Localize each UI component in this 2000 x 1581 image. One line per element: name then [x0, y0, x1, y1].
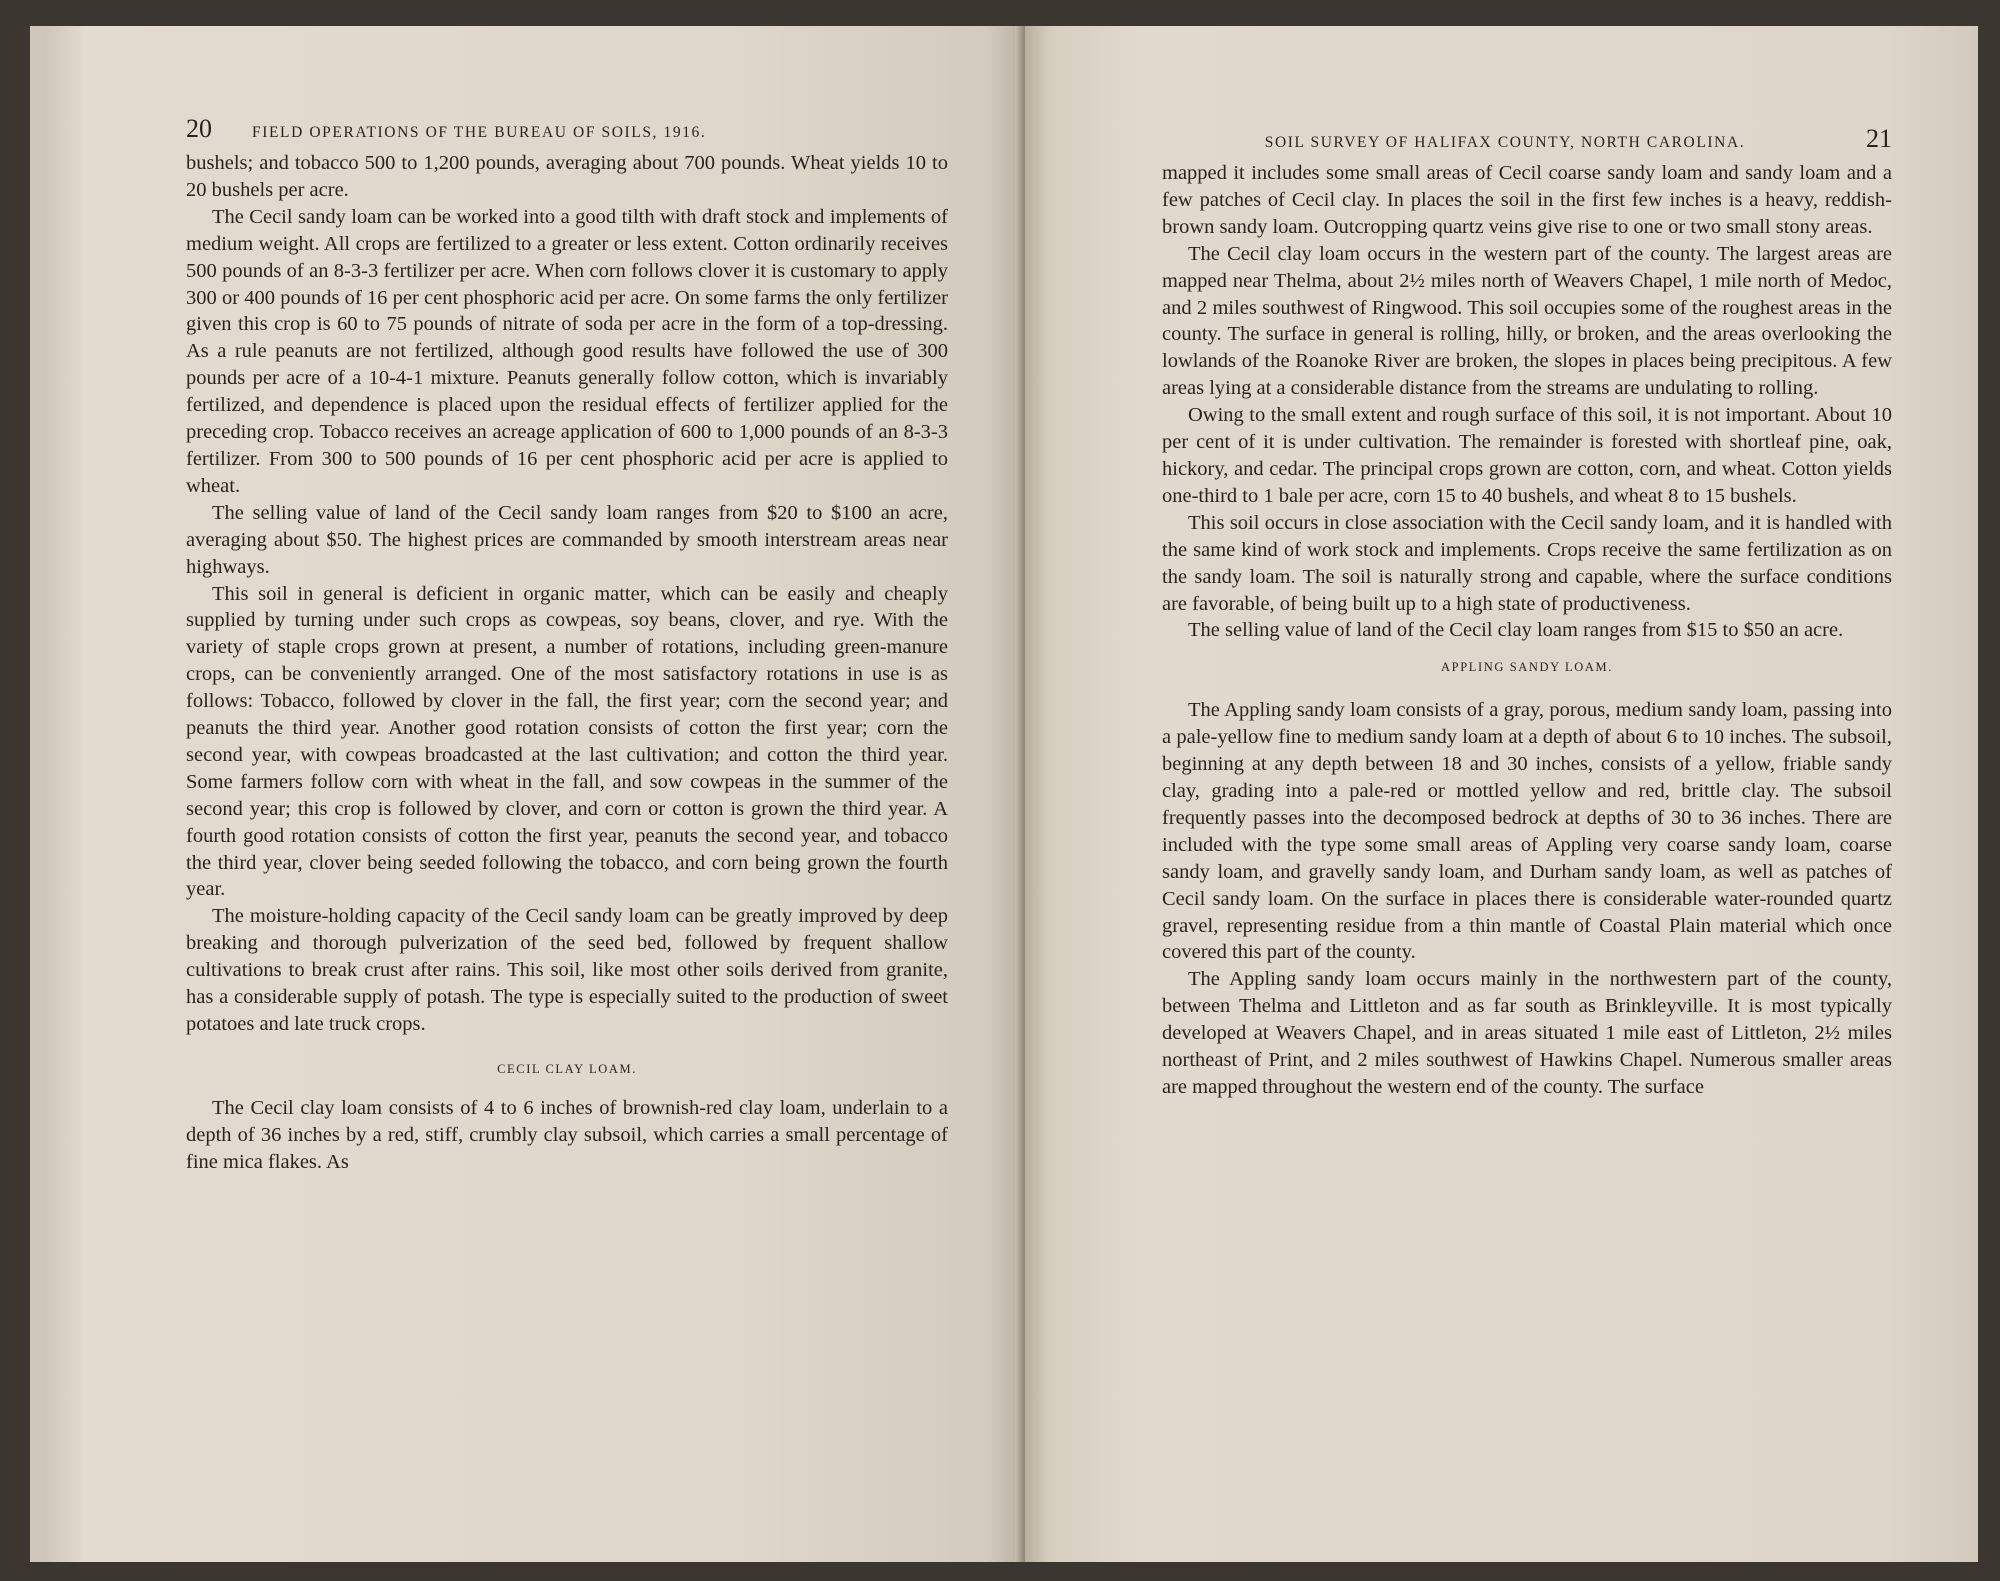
- open-book: [30, 26, 1978, 1562]
- left-page: [30, 26, 1025, 1562]
- page-number: 21: [1866, 124, 1892, 153]
- paragraph: This soil in general is deficient in organic matter, which can be easily and cheaply supplied by turning under such crops as cowpeas, soy beans, clover, and rye. With the variety of staple crops grown at present, a number of rotations, including green-manure crops, can be conveniently arranged. One of the most satisfactory rotations in use is as follows: Tobacco, followed by clover in the fall, the first year; corn the second year; and peanuts the third year. Another good rotation consists of cotton the first year; corn the second year, with cowpeas broadcasted at the last cultivation; and cotton the third year. Some farmers follow corn with wheat in the fall, and sow cowpeas in the summer of the second year; this crop is followed by clover, and corn or cotton is grown the third year. A fourth good rotation consists of cotton the first year, peanuts the second year, and tobacco the third year, clover being seeded following the tobacco, and corn being grown the fourth year.: [186, 582, 948, 901]
- section-heading: APPLING SANDY LOAM.: [1441, 660, 1613, 675]
- right-page-content: [1162, 124, 1892, 1101]
- paragraph: The Cecil clay loam occurs in the western part of the county. The largest areas are mapped near Thelma, about 2½ miles north of Weavers Chapel, 1 mile north of Medoc, and 2 miles southwest of Ringwood. This soil occupies some of the roughest areas in the county. The surface in general is rolling, hilly, or broken, and the areas overlooking the lowlands of the Roanoke River are broken, the slopes in places being precipitous. A few areas lying at a considerable distance from the streams are undulating to rolling.: [1162, 242, 1892, 400]
- paragraph: The Cecil sandy loam can be worked into a good tilth with draft stock and implements of medium weight. All crops are fertilized to a greater or less extent. Cotton ordinarily receives 500 pounds of an 8-3-3 fertilizer per acre. When corn follows clover it is customary to apply 300 or 400 pounds of 16 per cent phosphoric acid per acre. On some farms the only fertilizer given this crop is 60 to 75 pounds of nitrate of soda per acre in the form of a top-dressing. As a rule peanuts are not fertilized, although good results have followed the use of 300 pounds per acre of a 10-4-1 mixture. Peanuts generally follow cotton, which is invariably fertilized, and dependence is placed upon the residual effects of fertilizer applied for the preceding crop. Tobacco receives an acreage application of 600 to 1,000 pounds of an 8-3-3 fertilizer. From 300 to 500 pounds of 16 per cent phosphoric acid per acre is applied to wheat.: [186, 205, 948, 497]
- left-page-content: [186, 114, 948, 1176]
- paragraph: The Appling sandy loam occurs mainly in the northwestern part of the county, between Thelma and Littleton and as far south as Brinkleyville. It is most typically developed at Weavers Chapel, and in areas situated 1 mile east of Littleton, 2½ miles northeast of Print, and 2 miles southwest of Hawkins Chapel. Numerous smaller areas are mapped throughout the western end of the county. The surface: [1162, 968, 1892, 1098]
- paragraph: bushels; and tobacco 500 to 1,200 pounds, averaging about 700 pounds. Wheat yields 10 to 20 bushels per acre.: [186, 152, 948, 201]
- paragraph: mapped it includes some small areas of Cecil coarse sandy loam and sandy loam and a few patches of Cecil clay. In places the soil in the first few inches is a heavy, reddish-brown sandy loam. Outcropping quartz veins give rise to one or two small stony areas.: [1162, 162, 1892, 238]
- paragraph: This soil occurs in close association with the Cecil sandy loam, and it is handled with the same kind of work stock and implements. Crops receive the same fertilization as on the sandy loam. The soil is naturally strong and capable, where the surface conditions are favorable, of being built up to a high state of productiveness.: [1162, 511, 1892, 615]
- right-page: [1025, 26, 1978, 1562]
- running-head-title: FIELD OPERATIONS OF THE BUREAU OF SOILS, 1916.: [252, 124, 707, 141]
- running-head-title: SOIL SURVEY OF HALIFAX COUNTY, NORTH CAROLINA.: [1264, 134, 1746, 151]
- section-heading: CECIL CLAY LOAM.: [497, 1061, 637, 1076]
- paragraph: The moisture-holding capacity of the Cecil sandy loam can be greatly improved by deep breaking and thorough pulverization of the seed bed, followed by frequent shallow cultivations to break crust after rains. This soil, like most other soils derived from granite, has a considerable supply of potash. The type is especially suited to the production of sweet potatoes and late truck crops.: [186, 905, 948, 1035]
- paragraph: The selling value of land of the Cecil sandy loam ranges from $20 to $100 an acre, averaging about $50. The highest prices are commanded by smooth interstream areas near highways.: [186, 501, 948, 578]
- left-running-head: [186, 114, 948, 144]
- paragraph: The selling value of land of the Cecil clay loam ranges from $15 to $50 an acre.: [1188, 619, 1844, 642]
- paragraph: Owing to the small extent and rough surface of this soil, it is not important. About 10 per cent of it is under cultivation. The remainder is forested with shortleaf pine, oak, hickory, and cedar. The principal crops grown are cotton, corn, and wheat. Cotton yields one-third to 1 bale per acre, corn 15 to 40 bushels, and wheat 8 to 15 bushels.: [1162, 404, 1892, 507]
- paragraph: The Cecil clay loam consists of 4 to 6 inches of brownish-red clay loam, underlain to a depth of 36 inches by a red, stiff, crumbly clay subsoil, which carries a small percentage of fine mica flakes. As: [186, 1096, 948, 1173]
- paragraph: The Appling sandy loam consists of a gray, porous, medium sandy loam, passing into a pale-yellow fine to medium sandy loam at a depth of about 6 to 10 inches. The subsoil, beginning at any depth between 18 and 30 inches, consists of a yellow, friable sandy clay, grading into a pale-red or mottled yellow and red, brittle clay. The subsoil frequently passes into the decomposed bedrock at depths of 30 to 36 inches. There are included with the type some small areas of Appling very coarse sandy loam, coarse sandy loam, and gravelly sandy loam, and Durham sandy loam, as well as patches of Cecil sandy loam. On the surface in places there is considerable water-rounded quartz gravel, representing residue from a thin mantle of Coastal Plain material which once covered this part of the county.: [1162, 699, 1892, 964]
- right-running-head: [1162, 124, 1892, 154]
- page-number: 20: [186, 114, 212, 143]
